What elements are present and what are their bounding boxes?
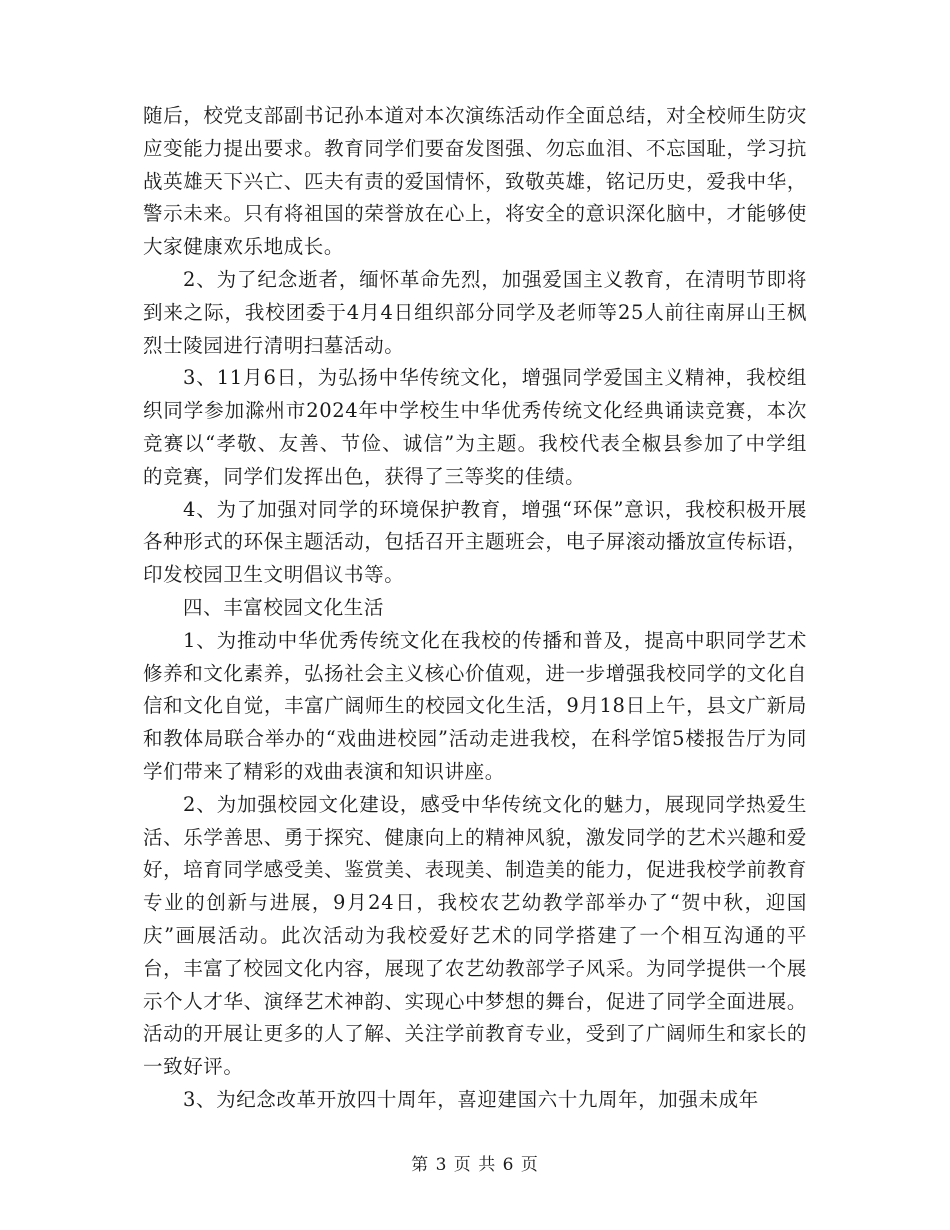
paragraph: 4、为了加强对同学的环境保护教育，增强“环保”意识，我校积极开展各种形式的环保主题活动，包括召开主题班会，电子屏滚动播放宣传标语，印发校园卫生文明倡议书等。 — [143, 497, 807, 587]
paragraph: 1、为推动中华优秀传统文化在我校的传播和普及，提高中职同学艺术修养和文化素养，弘扬社会主义核心价值观，进一步增强我校同学的文化自信和文化自觉，丰富广阔师生的校园文化生活，9月18日上午，县文广新局和教体局联合举办的“戏曲进校园”活动走进我校，在科学馆5楼报告厅为同学们带来了精彩的戏曲表演和知识讲座。 — [143, 628, 807, 783]
paragraph: 随后，校党支部副书记孙本道对本次演练活动作全面总结，对全校师生防灾应变能力提出要求。教育同学们要奋发图强、勿忘血泪、不忘国耻，学习抗战英雄天下兴亡、匹夫有责的爱国情怀，致敬英雄，铭记历史，爱我中华，警示未来。只有将祖国的荣誉放在心上，将安全的意识深化脑中，才能够使大家健康欢乐地成长。 — [143, 104, 807, 259]
paragraph: 3、为纪念改革开放四十周年，喜迎建国六十九周年，加强未成年 — [183, 1087, 759, 1111]
paragraph: 2、为了纪念逝者，缅怀革命先烈，加强爱国主义教育，在清明节即将到来之际，我校团委于4月4日组织部分同学及老师等25人前往南屏山王枫烈士陵园进行清明扫墓活动。 — [143, 267, 807, 357]
page-number-footer: 第 3 页 共 6 页 — [411, 1155, 539, 1175]
section-heading: 四、丰富校园文化生活 — [183, 595, 385, 619]
paragraph: 2、为加强校园文化建设，感受中华传统文化的魅力，展现同学热爱生活、乐学善思、勇于探究、健康向上的精神风貌，激发同学的艺术兴趣和爱好，培育同学感受美、鉴赏美、表现美、制造美的能力，促进我校学前教育专业的创新与进展，9月24日，我校农艺幼教学部举办了“贺中秋，迎国庆”画展活动。此次活动为我校爱好艺术的同学搭建了一个相互沟通的平台，丰富了校园文化内容，展现了农艺幼教部学子风采。为同学提供一个展示个人才华、演绎艺术神韵、实现心中梦想的舞台，促进了同学全面进展。活动的开展让更多的人了解、关注学前教育专业，受到了广阔师生和家长的一致好评。 — [143, 792, 807, 1079]
paragraph: 3、11月6日，为弘扬中华传统文化，增强同学爱国主义精神，我校组织同学参加滁州市2024年中学校生中华优秀传统文化经典诵读竞赛，本次竞赛以“孝敬、友善、节俭、诚信”为主题。我校代表全椒县参加了中学组的竞赛，同学们发挥出色，获得了三等奖的佳绩。 — [143, 366, 807, 488]
document-body — [143, 100, 807, 1117]
